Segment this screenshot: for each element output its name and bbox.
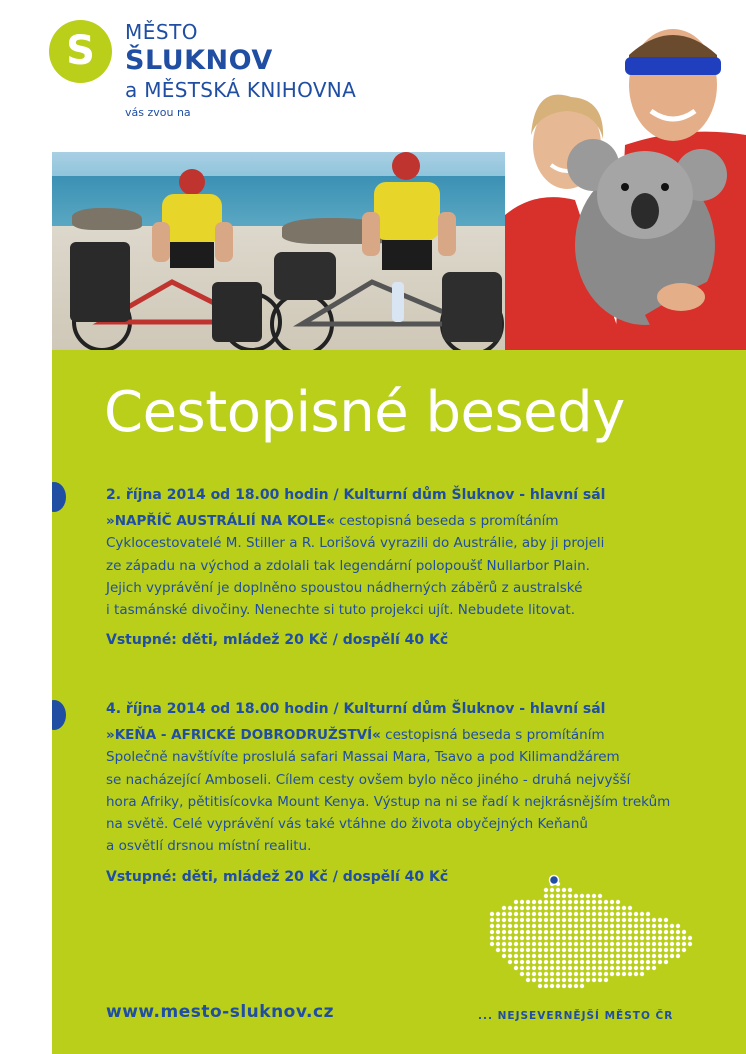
event-2-line: se nacházející Amboseli. Cílem cesty ovšem bylo něco jiného - druhá nejvyšší xyxy=(106,771,631,788)
event-2-line-text: cestopisná beseda s promítáním xyxy=(380,727,605,743)
event-1-line-text: cestopisná beseda s promítáním xyxy=(334,513,559,529)
event-1-line: Jejich vyprávění je doplněno spoustou nádherných záběrů z australské xyxy=(106,579,583,596)
organizer-block xyxy=(125,20,356,121)
czech-map-icon xyxy=(484,874,698,994)
event-2-description xyxy=(106,724,726,858)
event-2-line xyxy=(106,724,726,746)
website-link[interactable]: www.mesto-sluknov.cz xyxy=(106,1002,334,1022)
event-2-line: a osvětlí drsnou místní realitu. xyxy=(106,838,312,855)
event-bullet xyxy=(42,700,66,730)
slogan: ... NEJSEVERNĚJŠÍ MĚSTO ČR xyxy=(478,1010,674,1022)
event-2-admission: Vstupné: děti, mládež 20 Kč / dospělí 40 Kč xyxy=(106,868,449,885)
event-1-line: i tasmánské divočiny. Nenechte si tuto projekci ujít. Nebudete litovat. xyxy=(106,602,575,619)
poster-title: Cestopisné besedy xyxy=(104,380,625,445)
couple-illustration xyxy=(505,15,746,350)
event-1-line xyxy=(106,510,726,532)
event-2-line: Společně navštívíte proslulá safari Massai Mara, Tsavo a pod Kilimandžárem xyxy=(106,749,620,766)
event-1-date: 2. října 2014 od 18.00 hodin / Kulturní dům Šluknov - hlavní sál xyxy=(106,487,606,503)
invitation-text: vás zvou na xyxy=(125,106,191,119)
event-1-description xyxy=(106,510,726,621)
event-bullet xyxy=(42,482,66,512)
event-1 xyxy=(106,484,726,651)
town-logo xyxy=(49,20,112,83)
cyclists-illustration xyxy=(52,152,532,350)
cyclists-beach-photo xyxy=(52,152,532,350)
event-2 xyxy=(106,698,726,888)
event-1-line: Cyklocestovatelé M. Stiller a R. Lorišová vyrazili do Austrálie, aby ji projeli xyxy=(106,535,605,552)
event-2-program-title: »KEŇA - AFRICKÉ DOBRODRUŽSTVÍ« xyxy=(106,727,381,743)
organizer-library: a MĚSTSKÁ KNIHOVNA xyxy=(125,78,357,102)
organizer-line-1: MĚSTO xyxy=(125,20,199,44)
organizer-town-name: ŠLUKNOV xyxy=(125,45,273,76)
sluknov-location-marker xyxy=(550,876,559,885)
event-1-line: ze západu na východ a zdolali tak legendární polopoušť Nullarbor Plain. xyxy=(106,557,590,574)
event-1-admission: Vstupné: děti, mládež 20 Kč / dospělí 40 Kč xyxy=(106,632,449,649)
couple-with-koala-photo xyxy=(505,15,746,350)
event-2-date: 4. října 2014 od 18.00 hodin / Kulturní dům Šluknov - hlavní sál xyxy=(106,701,606,717)
event-2-line: na světě. Celé vyprávění vás také vtáhne do života obyčejných Keňanů xyxy=(106,816,588,833)
event-2-line: hora Afriky, pětitisícovka Mount Kenya. Výstup na ni se řadí k nejkrásnějším trekům xyxy=(106,793,671,810)
logo-letter: S xyxy=(66,27,95,74)
event-1-program-title: »NAPŘÍČ AUSTRÁLIÍ NA KOLE« xyxy=(106,513,335,529)
